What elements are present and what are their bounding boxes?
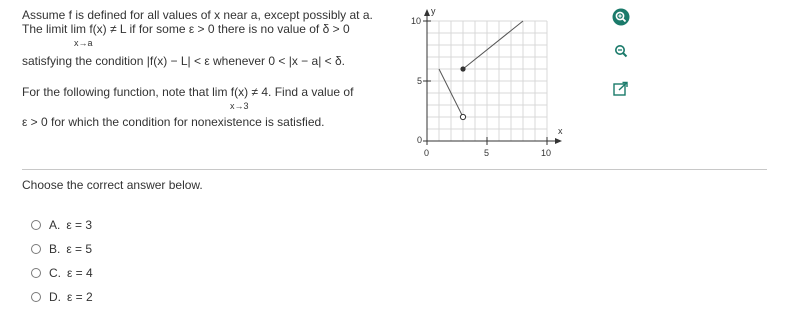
choice-letter: B.	[49, 242, 61, 256]
choice-c[interactable]	[31, 265, 93, 281]
limit-subscript-2: x→3	[230, 101, 249, 111]
choice-text: ε = 5	[66, 242, 93, 256]
radio-button[interactable]	[31, 292, 41, 302]
y-tick-0: 0	[417, 135, 423, 145]
zoom-in-icon[interactable]	[612, 8, 630, 26]
y-axis-label: y	[431, 6, 436, 16]
open-point	[460, 114, 465, 119]
limit-subscript-1: x→a	[74, 38, 93, 48]
x-tick-0: 0	[424, 148, 430, 158]
problem-line-4: For the following function, note that lim f(x) ≠ 4. Find a value of	[22, 85, 354, 99]
choice-b[interactable]	[31, 241, 92, 257]
x-tick-10: 10	[541, 148, 552, 158]
problem-line-2: The limit lim f(x) ≠ L if for some ε > 0 there is no value of δ > 0	[22, 22, 350, 36]
popout-icon[interactable]	[612, 80, 630, 98]
choice-d[interactable]	[31, 289, 93, 305]
problem-line-5: ε > 0 for which the condition for nonexistence is satisfied.	[22, 115, 325, 129]
y-tick-5: 5	[417, 76, 423, 86]
problem-line-1: Assume f is defined for all values of x near a, except possibly at a.	[22, 8, 373, 22]
closed-point	[460, 66, 465, 71]
choice-text: ε = 2	[67, 290, 93, 304]
choice-text: ε = 4	[67, 266, 93, 280]
choice-letter: C.	[49, 266, 61, 280]
section-divider	[22, 169, 767, 170]
choice-text: ε = 3	[66, 218, 93, 232]
answer-prompt: Choose the correct answer below.	[22, 178, 203, 192]
x-axis-label: x	[558, 126, 563, 136]
function-graph	[410, 4, 590, 166]
y-tick-10: 10	[411, 16, 422, 26]
radio-button[interactable]	[31, 220, 41, 230]
choice-letter: D.	[49, 290, 61, 304]
zoom-out-icon[interactable]	[612, 42, 630, 60]
choice-a[interactable]	[31, 217, 92, 233]
choice-letter: A.	[49, 218, 61, 232]
y-axis-arrow	[424, 9, 430, 16]
x-axis-arrow	[555, 138, 562, 144]
x-tick-5: 5	[484, 148, 490, 158]
radio-button[interactable]	[31, 244, 41, 254]
problem-line-3: satisfying the condition |f(x) − L| < ε whenever 0 < |x − a| < δ.	[22, 54, 345, 68]
radio-button[interactable]	[31, 268, 41, 278]
